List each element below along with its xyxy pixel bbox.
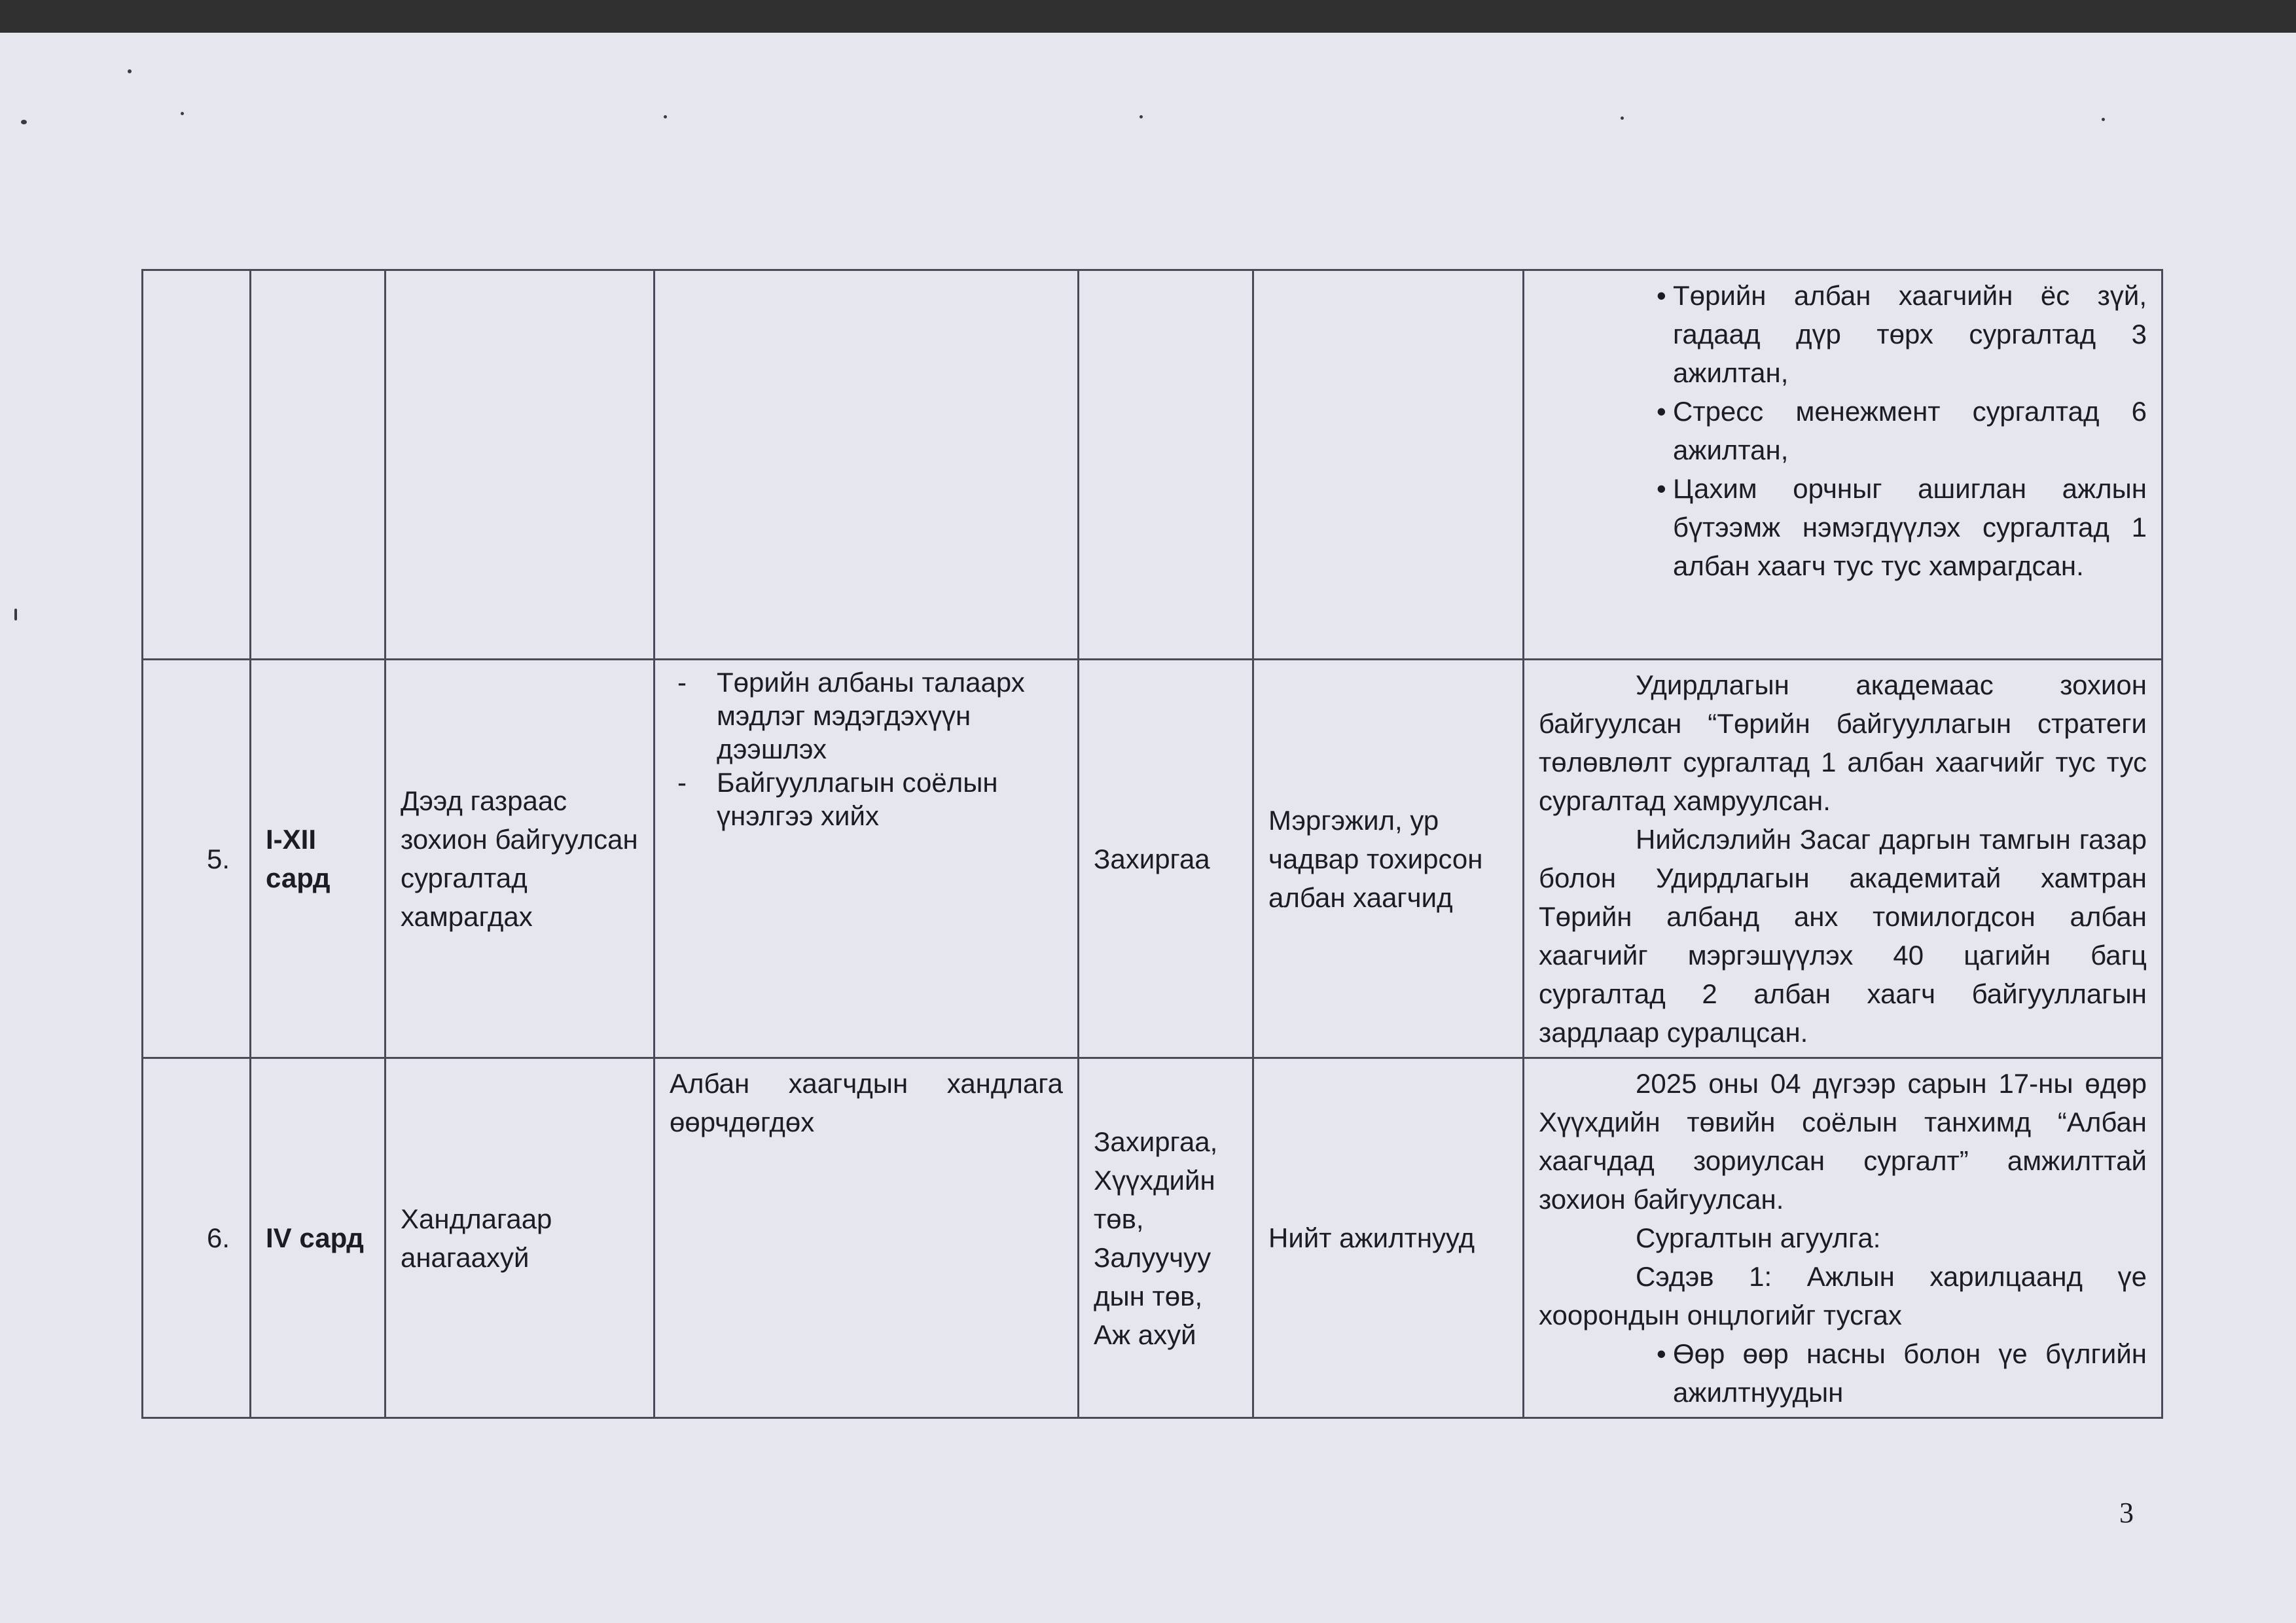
empty-cell [1079, 270, 1253, 660]
result-cell [1524, 270, 2162, 660]
target-cell: Мэргэжил, ур чадвар тохирсон албан хаагчид [1253, 660, 1524, 1058]
activity-cell: Хандлагаар анагаахуй [386, 1058, 655, 1418]
result-cell [1524, 660, 2162, 1058]
page-number: 3 [2119, 1497, 2134, 1529]
list-item: • Төрийн албан хаагчийн ёс зүй, гадаад дүр төрх сургалтад 3 ажилтан, [1539, 276, 2147, 392]
result-paragraph: 2025 оны 04 дүгээр сарын 17-ны өдөр Хүүхдийн төвийн соёлын танхимд “Албан хаагчдад зориулсан сургалт” амжилттай зохион байгуулсан. [1539, 1068, 2147, 1215]
result-paragraph: Сургалтын агуулга: [1636, 1222, 1881, 1253]
result-cell [1524, 1058, 2162, 1418]
table-row [143, 1058, 2162, 1418]
scan-speck [2102, 118, 2105, 121]
list-item: - Төрийн албаны талаарх мэдлэг мэдэгдэхүүн дээшлэх [670, 666, 1063, 766]
goal-cell [655, 1058, 1079, 1418]
row-number: 6. [143, 1058, 251, 1418]
table-row [143, 660, 2162, 1058]
goal-text: Албан хаагчдын хандлага өөрчдөгдөх [670, 1068, 1063, 1137]
activity-cell: Дээд газраас зохион байгуулсан сургалтад хамрагдах [386, 660, 655, 1058]
list-item: • Өөр өөр насны болон үе бүлгийн ажилтнуудын [1539, 1334, 2147, 1412]
target-cell: Нийт ажилтнууд [1253, 1058, 1524, 1418]
list-item: • Цахим орчныг ашиглан ажлын бүтээмж нэмэгдүүлэх сургалтад 1 албан хаагч тус тус хамрагдсан. [1539, 469, 2147, 585]
scan-speck [21, 120, 27, 124]
scan-speck [128, 69, 132, 73]
period-cell: IV сард [251, 1058, 386, 1418]
responsible-cell: Захиргаа [1079, 660, 1253, 1058]
result-paragraph: Сэдэв 1: Ажлын харилцаанд үе хоорондын онцлогийг тусгах [1539, 1261, 2147, 1330]
result-paragraph: Удирдлагын академаас зохион байгуулсан “Төрийн байгууллагын стратеги төлөвлөлт сургалтад 1 албан хаагчийг тус тус сургалтад хамруулсан. [1539, 669, 2147, 816]
list-item: • Стресс менежмент сургалтад 6 ажилтан, [1539, 392, 2147, 469]
scan-speck [181, 112, 184, 115]
list-item: - Байгууллагын соёлын үнэлгээ хийх [670, 766, 1063, 832]
result-paragraph: Нийслэлийн Засаг даргын тамгын газар болон Удирдлагын академитай хамтран Төрийн албанд анх томилогдсон албан хаагчийг мэргэшүүлэх 40 цагийн багц сургалтад 2 албан хаагч байгууллагын зардлаар суралцсан. [1539, 824, 2147, 1048]
empty-cell [251, 270, 386, 660]
empty-cell [386, 270, 655, 660]
responsible-cell: Захиргаа, Хүүхдийн төв, Залуучуу дын төв, Аж ахуй [1079, 1058, 1253, 1418]
goal-cell [655, 660, 1079, 1058]
empty-cell [1253, 270, 1524, 660]
table-row [143, 270, 2162, 660]
row-number: 5. [143, 660, 251, 1058]
empty-cell [655, 270, 1079, 660]
scan-speck [14, 609, 17, 620]
document-page [0, 33, 2296, 1623]
scan-speck [664, 115, 667, 118]
period-cell: I-XII сард [251, 660, 386, 1058]
scan-speck [1139, 115, 1143, 118]
plan-table [141, 269, 2163, 1419]
scan-speck [1621, 116, 1624, 120]
empty-cell [143, 270, 251, 660]
scan-top-band [0, 0, 2296, 33]
